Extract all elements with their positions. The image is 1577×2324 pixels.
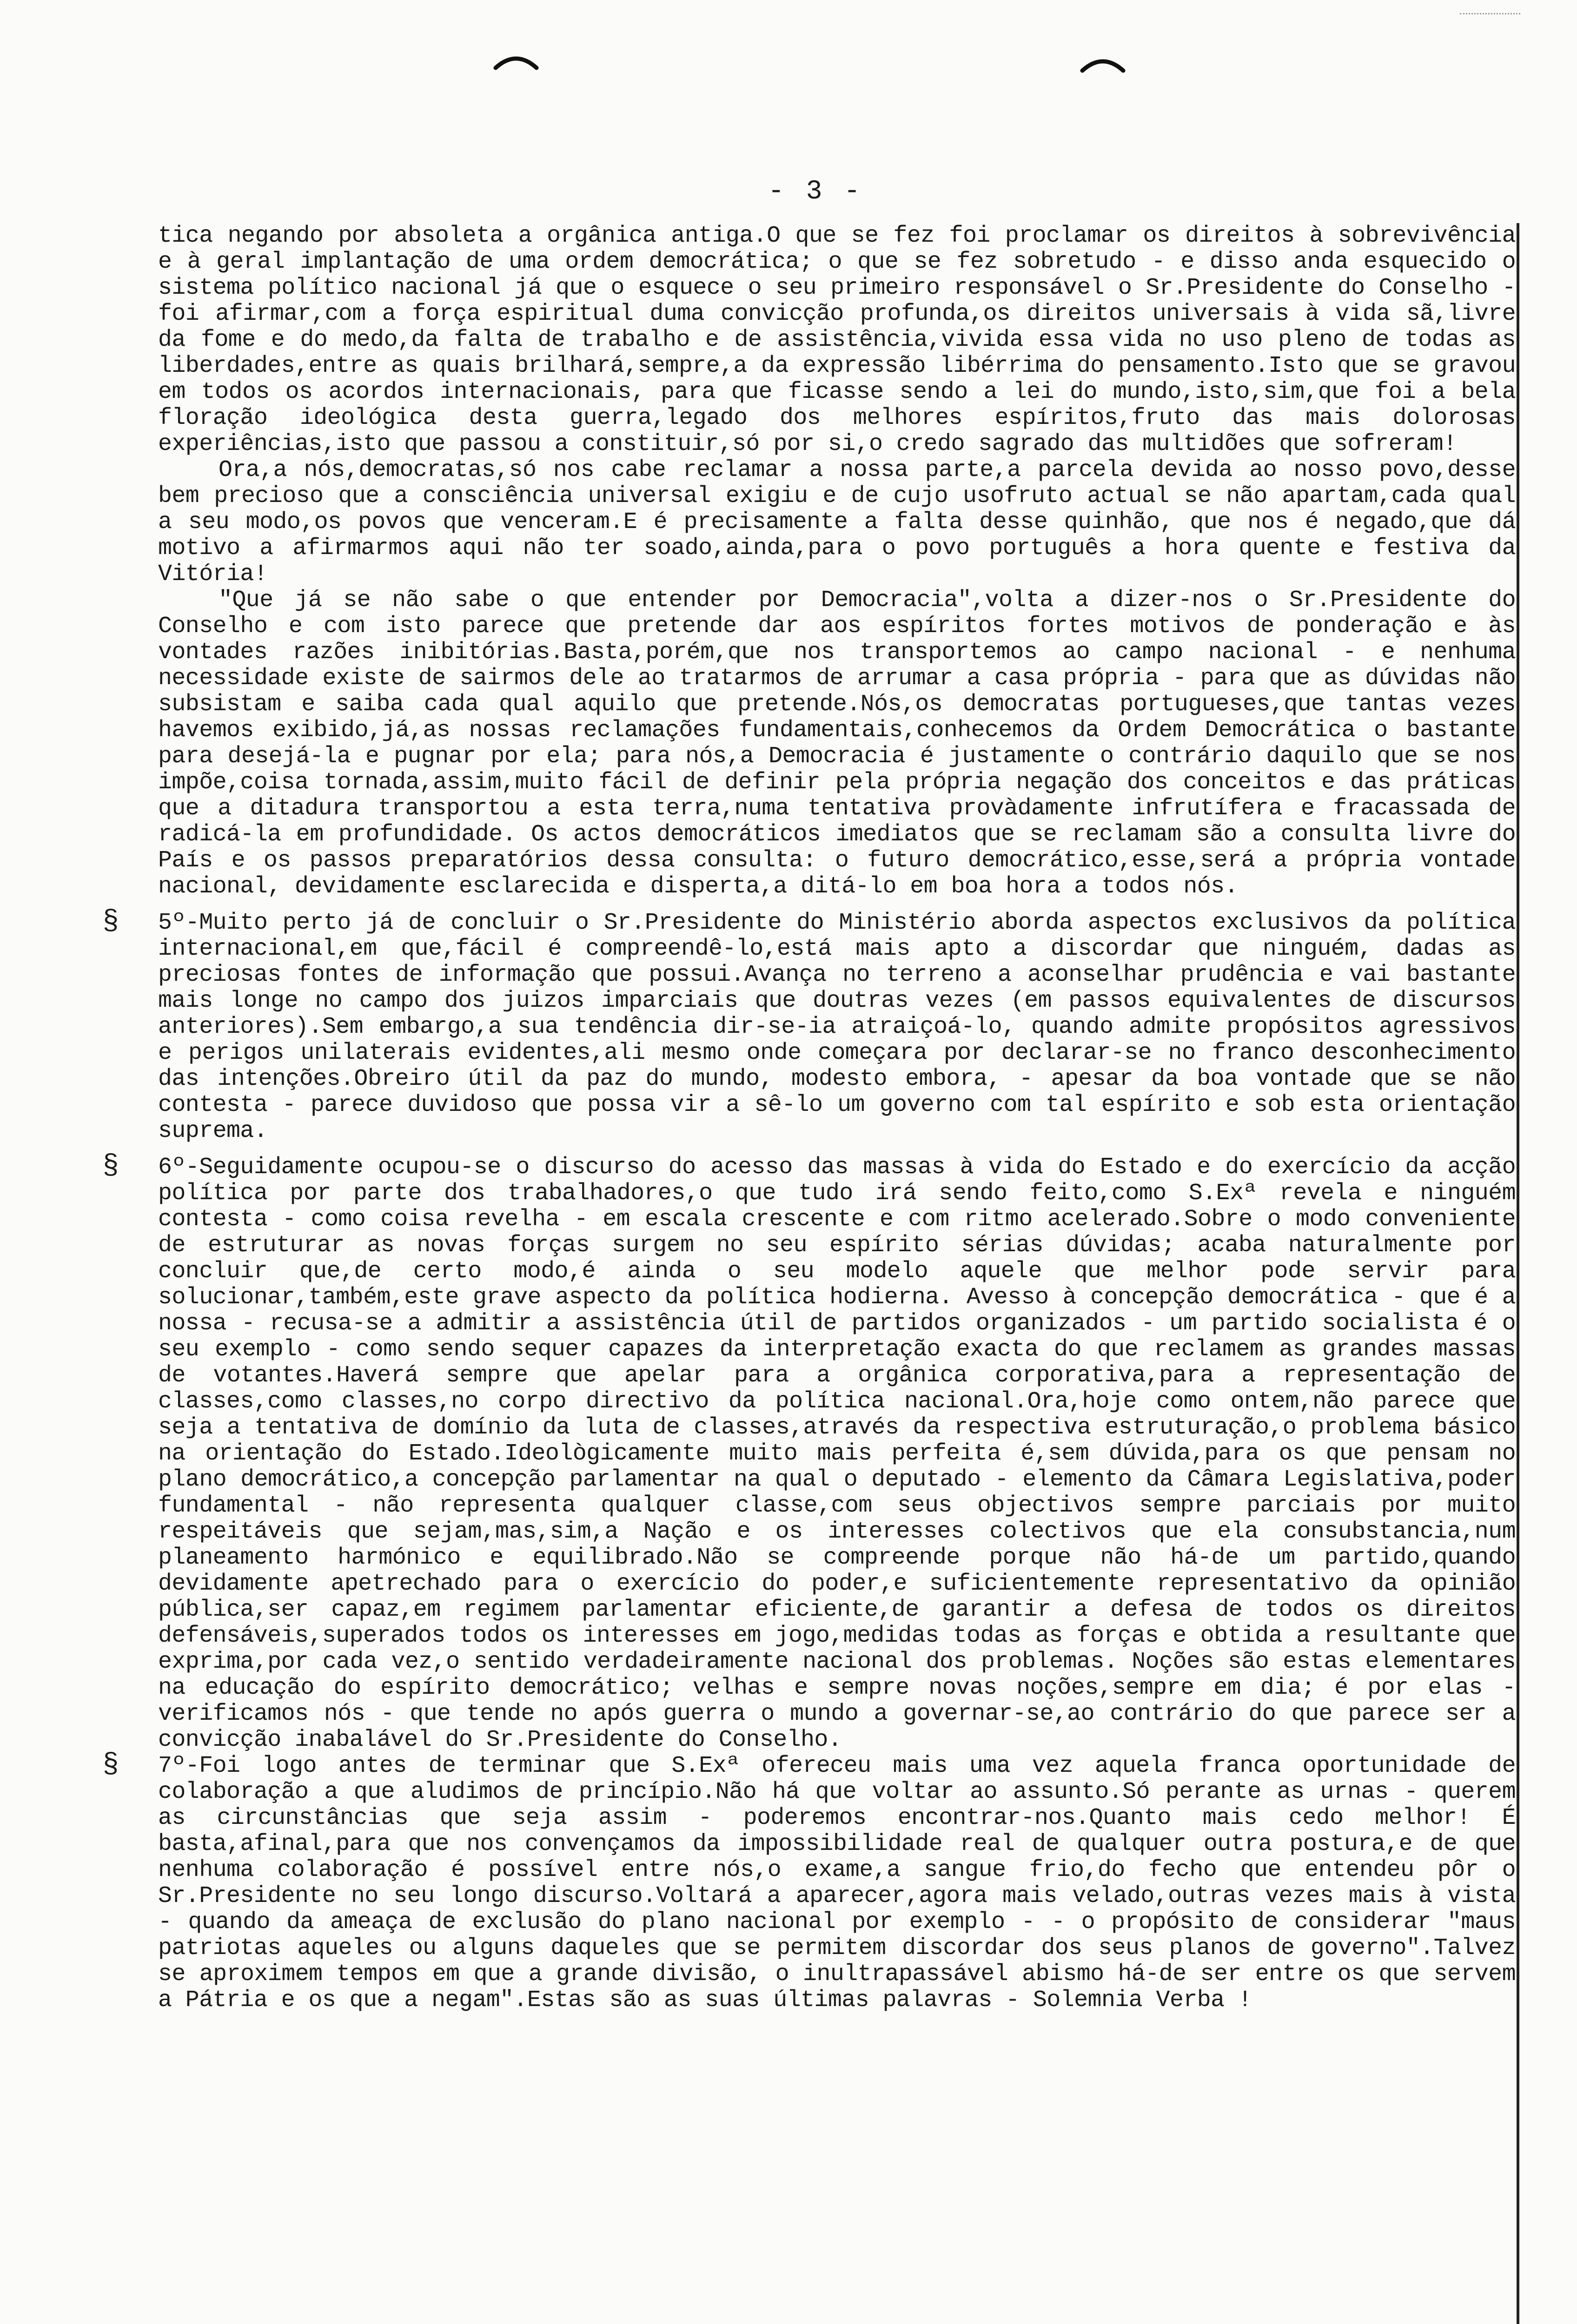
scan-corner-dots [1460,13,1520,16]
section-7-number: 7º- [158,1753,199,1779]
section-6-number: 6º- [158,1154,199,1181]
section-5 [102,906,1516,1144]
punch-hole-mark-right [1080,55,1126,73]
section-7-text [158,1753,1516,2014]
document-body [102,223,1516,2014]
section-7-body: Foi logo antes de terminar que S.Exª ofereceu mais uma vez aquela franca oportunidade de colaboração a que aludimos de princípio.Não há que voltar ao assunto.Só perante as urnas - querem as circunstâncias que seja assim - poderemos encontrar-nos.Quanto mais cedo melhor! É basta,afinal,para que nos convençamos da impossibilidade real de qualquer outra postura,e de que nenhuma colaboração é possível entre nós,o exame,a sangue frio,do fecho que entendeu pôr o Sr.Presidente no seu longo discurso.Voltará a aparecer,agora mais velado,outras vezes mais à vista - quando da ameaça de exclusão do plano nacional por exemplo - - o propósito de considerar "maus patriotas aqueles ou alguns daqueles que se permitem discordar dos seus planos de governo".Talvez se aproximem tempos em que a grande divisão, o inultrapassável abismo há-de ser entre os que servem a Pátria e os que a negam".Estas são as suas últimas palavras - Solemnia Verba ! [158,1753,1516,2014]
page-number: - 3 - [768,177,863,207]
section-6-text [158,1155,1516,1753]
section-7 [102,1750,1516,2014]
section-5-number: 5º- [158,910,199,936]
paragraph-democracia: "Que já se não sabe o que entender por Democracia",volta a dizer-nos o Sr.Presidente do Conselho e com isto parece que pretende dar aos espíritos fortes motivos de ponderação e às vontades razões inibitórias.Basta,porém,que nos transportemos ao campo nacional - e nenhuma necessidade existe de sairmos dele ao tratarmos de arrumar a casa própria - para que as dúvidas não subsistam e saiba cada qual aquilo que pretende.Nós,os democratas portugueses,que tantas vezes havemos exibido,já,as nossas reclamações fundamentais,conhecemos da Ordem Democrática o bastante para desejá-la e pugnar por ela; para nós,a Democracia é justamente o contrário daquilo que se nos impõe,coisa tornada,assim,muito fácil de definir pela própria negação dos conceitos e das práticas que a ditadura transportou a esta terra,numa tentativa provàdamente infrutífera e fracassada de radicá-la em profundidade. Os actos democráticos imediatos que se reclamam são a consulta livre do País e os passos preparatórios dessa consulta: o futuro democrático,esse,será a própria vontade nacional, devidamente esclarecida e disperta,a ditá-lo em boa hora a todos nós. [158,587,1516,900]
section-5-body: Muito perto já de concluir o Sr.Presidente do Ministério aborda aspectos exclusivos da política internacional,em que,fácil é compreendê-lo,está mais apto a discordar que ninguém, dadas as preciosas fontes de informação que possui.Avança no terreno a aconselhar prudência e vai bastante mais longe no campo dos juizos imparciais que doutras vezes (em passos equivalentes de discursos anteriores).Sem embargo,a sua tendência dir-se-ia atraiçoá-lo, quando admite propósitos agressivos e perigos unilaterais evidentes,ali mesmo onde começara por declarar-se no franco desconhecimento das intenções.Obreiro útil da paz do mundo, modesto embora, - apesar da boa vontade que se não contesta - parece duvidoso que possa vir a sê-lo um governo com tal espírito e sob esta orientação suprema. [158,910,1516,1144]
punch-hole-mark-left [493,52,539,71]
section-symbol: § [102,906,119,938]
section-5-text [158,910,1516,1144]
paragraph-continuation: tica negando por absoleta a orgânica antiga.O que se fez foi proclamar os direitos à sobrevivência e à geral implantação de uma ordem democrática; o que se fez sobretudo - e disso anda esquecido o sistema político nacional já que o esquece o seu primeiro responsável o Sr.Presidente do Conselho - foi afirmar,com a força espiritual duma convicção profunda,os direitos universais à vida sã,livre da fome e do medo,da falta de trabalho e de assistência,vivida essa vida no uso pleno de todas as liberdades,entre as quais brilhará,sempre,a da expressão libérrima do pensamento.Isto que se gravou em todos os acordos internacionais, para que ficasse sendo a lei do mundo,isto,sim,que foi a bela floração ideológica desta guerra,legado dos melhores espíritos,fruto das mais dolorosas experiências,isto que passou a constituir,só por si,o credo sagrado das multidões que sofreram! [158,223,1516,457]
section-symbol: § [102,1151,119,1182]
section-6 [102,1151,1516,1753]
margin-rule-right [1517,223,1519,2324]
section-symbol: § [102,1750,119,1781]
section-6-body: Seguidamente ocupou-se o discurso do acesso das massas à vida do Estado e do exercício da acção política por parte dos trabalhadores,o que tudo irá sendo feito,como S.Exª revela e ninguém contesta - como coisa revelha - em escala crescente e com ritmo acelerado.Sobre o modo conveniente de estruturar as novas forças surgem no seu espírito sérias dúvidas; acaba naturalmente por concluir que,de certo modo,é ainda o seu modelo aquele que melhor pode servir para solucionar,também,este grave aspecto da política hodierna. Avesso à concepção democrática - que é a nossa - recusa-se a admitir a assistência útil de partidos organizados - um partido socialista é o seu exemplo - como sendo sequer capazes da interpretação exacta do que reclamem as grandes massas de votantes.Haverá sempre que apelar para a orgânica corporativa,para a representação de classes,como classes,no corpo directivo da política nacional.Ora,hoje como ontem,não parece que seja a tentativa de domínio da luta de classes,através da respectiva estruturação,o problema básico na orientação do Estado.Ideològicamente muito mais perfeita é,sem dúvida,para os que pensam no plano democrático,a concepção parlamentar na qual o deputado - elemento da Câmara Legislativa,poder fundamental - não representa qualquer classe,com seus objectivos sempre parciais por muito respeitáveis que sejam,mas,sim,a Nação e os interesses colectivos que ela consubstancia,num planeamento harmónico e equilibrado.Não se compreende porque não há-de um partido,quando devidamente apetrechado para o exercício do poder,e suficientemente representativo da opinião pública,ser capaz,em regimem parlamentar eficiente,de garantir a defesa de todos os direitos defensáveis,superados todos os interesses em jogo,medidas todas as forças e obtida a resultante que exprima,por cada vez,o sentido verdadeiramente nacional dos problemas. Noções são estas elementares na educação do espírito democrático; velhas e sempre novas noções,sempre em dia; é por elas - verificamos nós - que tende no após guerra o mundo a governar-se,ao contrário do que parece ser a convicção inabalável do Sr.Presidente do Conselho. [158,1154,1516,1753]
paragraph-democratas: Ora,a nós,democratas,só nos cabe reclamar a nossa parte,a parcela devida ao nosso povo,desse bem precioso que a consciência universal exigiu e de cujo usofruto actual se não apartam,cada qual a seu modo,os povos que venceram.E é precisamente a falta desse quinhão, que nos é negado,que dá motivo a afirmarmos aqui não ter soado,ainda,para o povo português a hora quente e festiva da Vitória! [158,457,1516,588]
